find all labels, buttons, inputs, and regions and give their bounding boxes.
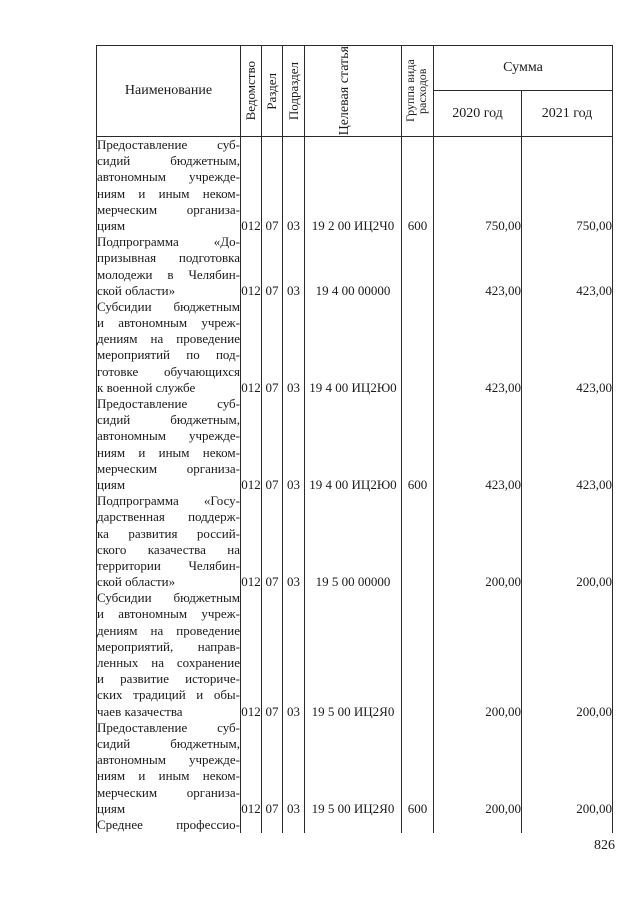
row-name-line: мерческим организа-	[97, 460, 240, 476]
row-gruppa	[402, 234, 434, 299]
row-sum-2021: 200,00	[522, 590, 613, 720]
row-podrazdel: 03	[283, 299, 305, 396]
row-podrazdel: 03	[283, 137, 305, 235]
row-name-line: молодежи в Челябин-	[97, 266, 240, 282]
header-gruppa-cell	[402, 46, 434, 137]
row-razdel: 07	[262, 720, 283, 817]
row-sum-2020: 200,00	[434, 493, 522, 590]
row-sum-2020: 423,00	[434, 396, 522, 493]
row-gruppa: 600	[402, 396, 434, 493]
row-name-line: ниям и иным неком-	[97, 185, 240, 201]
row-razdel: 07	[262, 590, 283, 720]
header-podrazdel-cell	[283, 46, 305, 137]
row-name-line: сидий бюджетным,	[97, 412, 240, 428]
row-celevaya: 19 4 00 ИЦ2Ю0	[305, 396, 402, 493]
row-celevaya: 19 5 00 ИЦ2Я0	[305, 720, 402, 817]
header-celevaya: Целевая статья	[337, 46, 352, 136]
row-podrazdel: 03	[283, 720, 305, 817]
row-name-line: Предоставление суб-	[97, 396, 240, 411]
row-celevaya: 19 4 00 ИЦ2Ю0	[305, 299, 402, 396]
table-row	[97, 720, 613, 817]
row-razdel: 07	[262, 493, 283, 590]
row-ved: 012	[241, 137, 262, 235]
row-ved: 012	[241, 493, 262, 590]
row-celevaya: 19 5 00 ИЦ2Я0	[305, 590, 402, 720]
row-name-line: мерческим организа-	[97, 201, 240, 217]
row-name-line: дениям на проведение	[97, 331, 240, 347]
header-summa: Сумма	[434, 46, 613, 91]
row-name	[97, 234, 241, 299]
row-name	[97, 396, 241, 493]
header-razdel-cell	[262, 46, 283, 137]
page-number: 826	[594, 838, 615, 853]
row-name-line: ленных на сохранение	[97, 655, 240, 670]
row-name-line: автономным учрежде-	[97, 752, 240, 768]
row-name	[97, 720, 241, 817]
header-year-2020: 2020 год	[434, 91, 522, 137]
header-gruppa: Группа вида расходов	[402, 59, 429, 123]
row-name	[97, 493, 241, 590]
row-ved: 012	[241, 396, 262, 493]
row-gruppa: 600	[402, 137, 434, 235]
row-podrazdel: 03	[283, 234, 305, 299]
row-ved: 012	[241, 299, 262, 396]
header-name: Наименование	[97, 46, 241, 137]
row-celevaya: 19 4 00 00000	[305, 234, 402, 299]
row-name-line: дениям на проведение	[97, 622, 240, 638]
row-gruppa	[402, 590, 434, 720]
row-name-line: Субсидии бюджетным	[97, 298, 240, 314]
row-name-line: мерческим организа-	[97, 784, 240, 800]
empty-cell	[241, 817, 262, 833]
row-name-line: к военной службе	[97, 379, 196, 395]
row-name-line: автономным учрежде-	[97, 169, 240, 185]
header-ved: Ведомство	[243, 61, 258, 121]
row-name-line: ских традиций и обы-	[97, 687, 240, 703]
empty-cell	[262, 817, 283, 833]
row-name-line: сидий бюджетным,	[97, 153, 240, 169]
row-name-line: Подпрограмма «До-	[97, 234, 240, 250]
row-name-line: ского казачества на	[97, 541, 240, 557]
row-sum-2021: 200,00	[522, 720, 613, 817]
header-ved-cell	[241, 46, 262, 137]
row-name-line: и автономным учреж-	[97, 315, 240, 331]
row-razdel: 07	[262, 396, 283, 493]
row-gruppa	[402, 493, 434, 590]
row-name-line: циям	[97, 217, 126, 233]
row-name-line: автономным учрежде-	[97, 428, 240, 444]
row-razdel: 07	[262, 299, 283, 396]
empty-cell	[305, 817, 402, 833]
table-row	[97, 590, 613, 720]
row-gruppa	[402, 299, 434, 396]
row-sum-2021: 423,00	[522, 234, 613, 299]
row-name-line: Предоставление суб-	[97, 137, 240, 152]
row-celevaya: 19 2 00 ИЦ2Ч0	[305, 137, 402, 235]
row-name-line: и автономным учреж-	[97, 606, 240, 622]
table-row	[97, 137, 613, 235]
row-razdel: 07	[262, 234, 283, 299]
table-row	[97, 234, 613, 299]
table-row	[97, 396, 613, 493]
row-name	[97, 590, 241, 720]
row-name-line: ской области»	[97, 282, 176, 298]
row-razdel: 07	[262, 137, 283, 235]
row-name-line: циям	[97, 800, 126, 816]
row-name-line: Предоставление суб-	[97, 719, 240, 735]
row-ved: 012	[241, 590, 262, 720]
row-name-line: Субсидии бюджетным	[97, 590, 240, 606]
row-name-line: циям	[97, 476, 126, 492]
row-gruppa: 600	[402, 720, 434, 817]
row-name-line: мероприятий, направ-	[97, 638, 240, 654]
row-name	[97, 299, 241, 396]
empty-cell	[402, 817, 434, 833]
row-sum-2021: 750,00	[522, 137, 613, 235]
budget-table	[96, 45, 613, 833]
header-razdel: Раздел	[264, 72, 279, 110]
row-podrazdel: 03	[283, 396, 305, 493]
row-name	[97, 137, 241, 235]
row-sum-2020: 200,00	[434, 590, 522, 720]
row-sum-2021: 423,00	[522, 299, 613, 396]
row-name-line: ской области»	[97, 574, 176, 590]
row-name-line: сидий бюджетным,	[97, 735, 240, 751]
table-header	[97, 46, 613, 137]
row-podrazdel: 03	[283, 493, 305, 590]
empty-cell	[283, 817, 305, 833]
row-name-line: дарственная поддерж-	[97, 509, 240, 525]
row-name-line: и развитие историче-	[97, 671, 240, 687]
header-podrazdel: Подраздел	[285, 61, 301, 121]
row-name-line: Среднее профессио-	[97, 816, 240, 832]
row-name-line: ниям и иным неком-	[97, 444, 240, 460]
header-year-2021: 2021 год	[522, 91, 613, 137]
empty-cell	[434, 817, 522, 833]
row-sum-2020: 750,00	[434, 137, 522, 235]
row-name-line: чаев казачества	[97, 703, 183, 719]
row-sum-2020: 423,00	[434, 299, 522, 396]
empty-cell	[522, 817, 613, 833]
row-ved: 012	[241, 234, 262, 299]
row-sum-2021: 423,00	[522, 396, 613, 493]
row-celevaya: 19 5 00 00000	[305, 493, 402, 590]
row-sum-2020: 423,00	[434, 234, 522, 299]
row-name-line: призывная подготовка	[97, 250, 240, 266]
table-body	[97, 137, 613, 834]
row-podrazdel: 03	[283, 590, 305, 720]
row-sum-2020: 200,00	[434, 720, 522, 817]
row-name	[97, 817, 241, 833]
header-celevaya-cell	[305, 46, 402, 137]
row-ved: 012	[241, 720, 262, 817]
row-sum-2021: 200,00	[522, 493, 613, 590]
row-name-line: Подпрограмма «Госу-	[97, 493, 240, 509]
row-name-line: ниям и иным неком-	[97, 768, 240, 784]
row-name-line: ка развития россий-	[97, 525, 240, 541]
table-row	[97, 299, 613, 396]
row-name-line: территории Челябин-	[97, 557, 240, 573]
table-row-partial	[97, 817, 613, 833]
row-name-line: мероприятий по под-	[97, 347, 240, 363]
table-row	[97, 493, 613, 590]
row-name-line: готовке обучающихся	[97, 363, 240, 379]
